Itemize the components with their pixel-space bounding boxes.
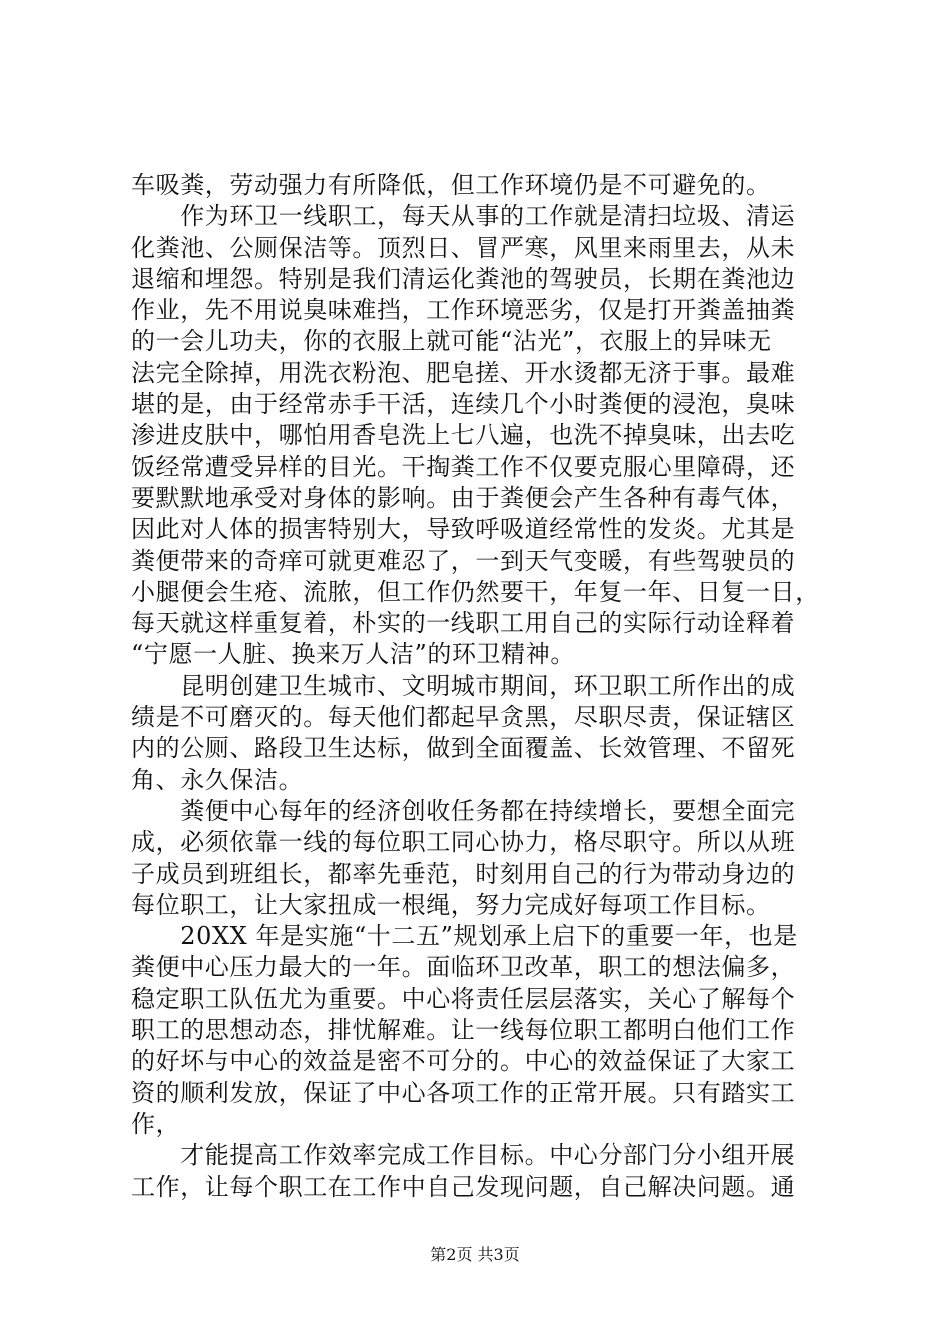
text-line: 车吸粪，劳动强力有所降低，但工作环境仍是不可避免的。 <box>131 171 771 199</box>
text-line: 昆明创建卫生城市、文明城市期间，环卫职工所作出的成 <box>131 671 796 700</box>
paragraph <box>131 796 831 921</box>
text-line: 化粪池、公厕保洁等。顶烈日、冒严寒，风里来雨里去，从未 <box>131 233 796 262</box>
text-line: 作业，先不用说臭味难挡，工作环境恶劣，仅是打开粪盖抽粪 <box>131 296 796 325</box>
text-line: 粪便中心每年的经济创收任务都在持续增长，要想全面完 <box>131 796 796 825</box>
page-footer: 第2页 共3页 <box>430 1245 520 1264</box>
text-line: 粪便带来的奇痒可就更难忍了，一到天气变暖，有些驾驶员的 <box>131 546 796 575</box>
document-body <box>131 170 831 1203</box>
text-line: 工作，让每个职工在工作中自己发现问题，自己解决问题。通 <box>131 1172 796 1201</box>
text-line: 20XX 年是实施“十二五”规划承上启下的重要一年，也是 <box>131 922 798 951</box>
text-line: 因此对人体的损害特别大，导致呼吸道经常性的发炎。尤其是 <box>131 515 796 544</box>
text-line: 渗进皮肤中，哪怕用香皂洗上七八遍，也洗不掉臭味，出去吃 <box>131 421 796 450</box>
text-line: 饭经常遭受异样的目光。干掏粪工作不仅要克服心里障碍，还 <box>131 452 796 481</box>
text-line: 资的顺利发放，保证了中心各项工作的正常开展。只有踏实工 <box>131 1078 796 1107</box>
text-line: 稳定职工队伍尤为重要。中心将责任层层落实，关心了解每个 <box>131 984 796 1013</box>
paragraph <box>131 201 831 670</box>
text-line: 子成员到班组长，都率先垂范，时刻用自己的行为带动身边的 <box>131 859 796 888</box>
text-line: 内的公厕、路段卫生达标，做到全面覆盖、长效管理、不留死 <box>131 734 796 763</box>
text-line: 堪的是，由于经常赤手干活，连续几个小时粪便的浸泡，臭味 <box>131 390 796 419</box>
text-line: 每天就这样重复着，朴实的一线职工用自己的实际行动诠释着 <box>131 609 796 638</box>
text-line: “宁愿一人脏、换来万人洁”的环卫精神。 <box>131 640 575 669</box>
text-line: 要默默地承受对身体的影响。由于粪便会产生各种有毒气体， <box>131 483 796 512</box>
text-line: 每位职工，让大家扭成一根绳，努力完成好每项工作目标。 <box>131 890 771 919</box>
text-line: 小腿便会生疮、流脓，但工作仍然要干，年复一年、日复一日， <box>131 577 820 606</box>
text-line: 才能提高工作效率完成工作目标。中心分部门分小组开展 <box>131 1141 796 1170</box>
paragraph <box>131 921 831 1140</box>
text-line: 的好坏与中心的效益是密不可分的。中心的效益保证了大家工 <box>131 1047 796 1076</box>
text-line: 职工的思想动态，排忧解难。让一线每位职工都明白他们工作 <box>131 1016 796 1045</box>
text-line: 粪便中心压力最大的一年。面临环卫改革，职工的想法偏多， <box>131 953 796 982</box>
paragraph <box>131 1140 831 1203</box>
text-line: 成，必须依靠一线的每位职工同心协力，格尽职守。所以从班 <box>131 828 796 857</box>
text-line: 角、永久保洁。 <box>131 765 304 794</box>
text-line: 作为环卫一线职工，每天从事的工作就是清扫垃圾、清运 <box>131 202 796 231</box>
text-line: 的一会儿功夫，你的衣服上就可能“沾光”，衣服上的异味无 <box>131 327 772 356</box>
paragraph <box>131 170 831 201</box>
text-line: 退缩和埋怨。特别是我们清运化粪池的驾驶员，长期在粪池边 <box>131 264 796 293</box>
text-line: 法完全除掉，用洗衣粉泡、肥皂搓、开水烫都无济于事。最难 <box>131 358 796 387</box>
text-line: 绩是不可磨灭的。每天他们都起早贪黑，尽职尽责，保证辖区 <box>131 703 796 732</box>
text-line: 作， <box>131 1109 181 1138</box>
paragraph <box>131 671 831 796</box>
